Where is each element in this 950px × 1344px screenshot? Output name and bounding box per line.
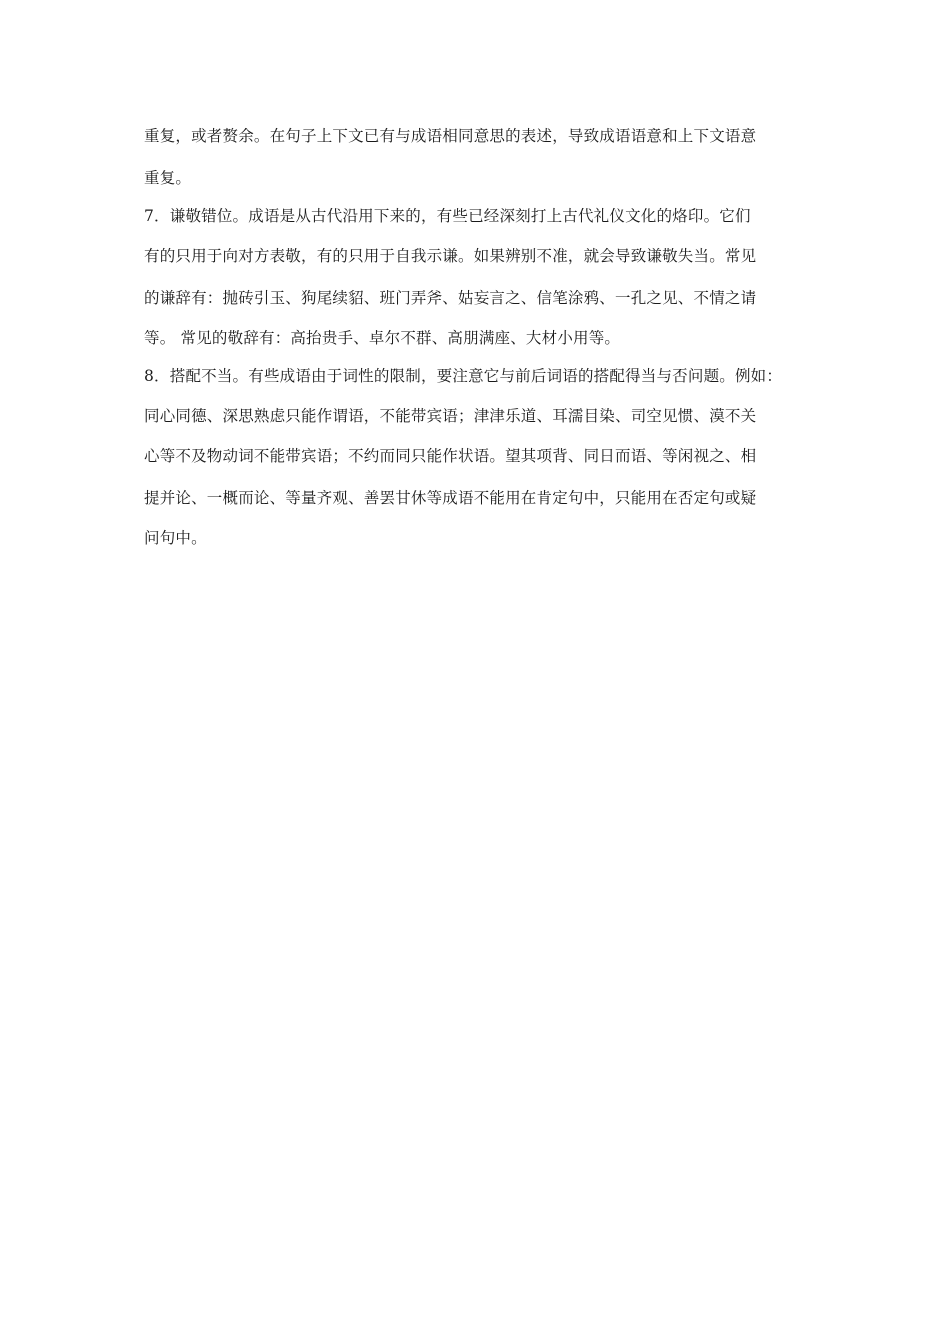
text-line-3: 7．谦敬错位。成语是从古代沿用下来的，有些已经深刻打上古代礼仪文化的烙印。它们 <box>144 207 751 225</box>
text-line-10: 提并论、一概而论、等量齐观、善罢甘休等成语不能用在肯定句中，只能用在否定句或疑 <box>144 489 757 507</box>
text-line-11: 问句中。 <box>144 529 207 547</box>
text-line-1: 重复，或者赘余。在句子上下文已有与成语相同意思的表述，导致成语语意和上下文语意 <box>144 127 757 145</box>
text-line-4: 有的只用于向对方表敬，有的只用于自我示谦。如果辨别不准，就会导致谦敬失当。常见 <box>144 247 757 265</box>
text-line-2: 重复。 <box>144 169 192 187</box>
text-line-8: 同心同德、深思熟虑只能作谓语，不能带宾语；津津乐道、耳濡目染、司空见惯、漠不关 <box>144 407 757 425</box>
text-line-5: 的谦辞有：抛砖引玉、狗尾续貂、班门弄斧、姑妄言之、信笔涂鸦、一孔之见、不情之请 <box>144 289 757 307</box>
text-line-7: 8．搭配不当。有些成语由于词性的限制，要注意它与前后词语的搭配得当与否问题。例如： <box>144 367 783 385</box>
text-line-9: 心等不及物动词不能带宾语；不约而同只能作状语。望其项背、同日而语、等闲视之、相 <box>144 447 757 465</box>
text-line-6: 等。 常见的敬辞有：高抬贵手、卓尔不群、高朋满座、大材小用等。 <box>144 329 621 347</box>
